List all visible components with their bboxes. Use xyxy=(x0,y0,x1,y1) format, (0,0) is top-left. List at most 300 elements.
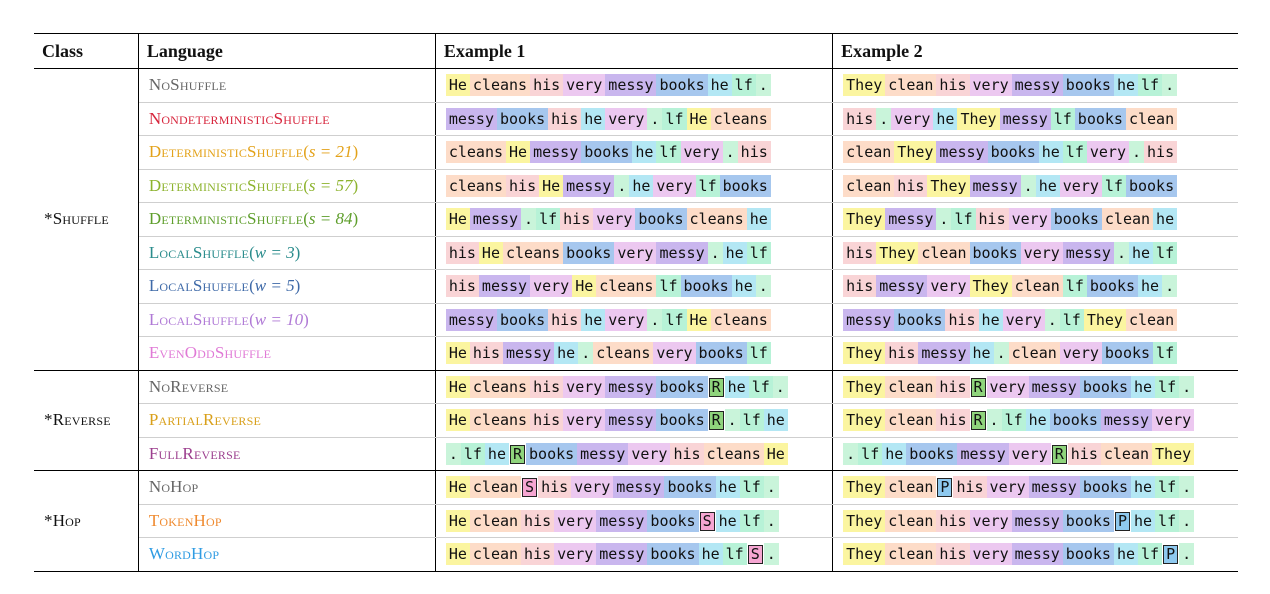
token: books xyxy=(720,175,771,197)
token: He xyxy=(446,409,470,431)
table-row xyxy=(34,504,1238,538)
table-row xyxy=(34,404,1238,438)
marker-token xyxy=(521,476,538,498)
token: messy xyxy=(1029,476,1080,498)
token: cleans xyxy=(711,309,771,331)
table-row xyxy=(34,236,1238,270)
example-2-cell xyxy=(833,136,1238,170)
language-name-deterministic-shuffle: DeterministicShuffle xyxy=(148,142,304,162)
token: messy xyxy=(970,175,1021,197)
token: he xyxy=(1036,175,1060,197)
marker-token xyxy=(509,443,526,465)
language-name-full-reverse: FullReverse xyxy=(148,443,241,463)
token: messy xyxy=(876,275,927,297)
token: messy xyxy=(1012,510,1063,532)
token: very xyxy=(970,74,1012,96)
token: . xyxy=(756,275,771,297)
paren-close: ) xyxy=(303,309,309,329)
token: lf xyxy=(747,342,771,364)
token-sequence xyxy=(843,542,1194,566)
language-parameter: s = 21 xyxy=(308,142,353,162)
example-1-cell xyxy=(435,538,832,572)
token: lf xyxy=(656,275,680,297)
marker-token-box: P xyxy=(1163,545,1178,564)
paren-close: ) xyxy=(294,242,301,262)
token: books xyxy=(497,309,548,331)
token: very xyxy=(970,510,1012,532)
token: his xyxy=(936,510,969,532)
token: . xyxy=(1162,275,1177,297)
token: . xyxy=(756,74,771,96)
token: . xyxy=(1021,175,1036,197)
token: cleans xyxy=(711,108,771,130)
token: He xyxy=(446,476,470,498)
language-cell xyxy=(138,404,435,438)
token: he xyxy=(725,376,749,398)
token: very xyxy=(628,443,670,465)
token: he xyxy=(1131,376,1155,398)
language-cell xyxy=(138,504,435,538)
language-name-local-shuffle: LocalShuffle xyxy=(148,242,250,262)
token: lf xyxy=(1051,108,1075,130)
token: he xyxy=(1131,510,1155,532)
token-sequence xyxy=(446,308,771,332)
language-parameter: s = 57 xyxy=(308,175,353,195)
example-1-cell xyxy=(435,437,832,471)
token: cleans xyxy=(470,74,530,96)
language-name-no-shuffle: NoShuffle xyxy=(148,75,227,95)
language-cell xyxy=(138,169,435,203)
token: . xyxy=(773,376,788,398)
table-row xyxy=(34,270,1238,304)
token: messy xyxy=(446,108,497,130)
token: clean xyxy=(1101,443,1152,465)
token: he xyxy=(1114,543,1138,565)
token: his xyxy=(670,443,703,465)
marker-token-box: R xyxy=(709,411,724,430)
token: he xyxy=(882,443,906,465)
marker-token xyxy=(970,409,987,431)
example-2-cell xyxy=(833,169,1238,203)
token: messy xyxy=(563,175,614,197)
token: He xyxy=(764,443,788,465)
language-name-word-hop: WordHop xyxy=(148,544,220,564)
example-2-cell xyxy=(833,437,1238,471)
token: his xyxy=(521,510,554,532)
marker-token-box: R xyxy=(971,378,986,397)
token: lf xyxy=(1063,141,1087,163)
token: They xyxy=(927,175,969,197)
token: clean xyxy=(1102,208,1153,230)
token: he xyxy=(933,108,957,130)
language-name-token-hop: TokenHop xyxy=(148,510,222,530)
token-sequence xyxy=(843,475,1194,499)
table-row xyxy=(34,337,1238,371)
token-sequence xyxy=(446,442,788,466)
example-2-cell xyxy=(833,471,1238,505)
token: his xyxy=(446,275,479,297)
token: books xyxy=(656,409,707,431)
token: he xyxy=(699,543,723,565)
table-row xyxy=(34,169,1238,203)
token: They xyxy=(843,543,885,565)
token: he xyxy=(979,309,1003,331)
token: messy xyxy=(530,141,581,163)
token: clean xyxy=(885,409,936,431)
token: very xyxy=(605,309,647,331)
token: he xyxy=(1131,476,1155,498)
token: They xyxy=(894,141,936,163)
token: clean xyxy=(885,376,936,398)
token: books xyxy=(563,242,614,264)
token: . xyxy=(876,108,891,130)
marker-token-box: S xyxy=(748,545,763,564)
token: They xyxy=(970,275,1012,297)
token: clean xyxy=(885,476,936,498)
token: very xyxy=(530,275,572,297)
token: messy xyxy=(1063,242,1114,264)
table-row xyxy=(34,136,1238,170)
token-sequence xyxy=(843,375,1194,399)
marker-token xyxy=(747,543,764,565)
token: books xyxy=(1126,175,1177,197)
token: very xyxy=(681,141,723,163)
token: . xyxy=(994,342,1009,364)
token: his xyxy=(530,409,563,431)
token: He xyxy=(479,242,503,264)
example-1-cell xyxy=(435,136,832,170)
token: lf xyxy=(1063,275,1087,297)
token: messy xyxy=(1029,376,1080,398)
token-sequence xyxy=(843,107,1177,131)
language-cell xyxy=(138,471,435,505)
marker-token xyxy=(1162,543,1179,565)
token: books xyxy=(647,543,698,565)
example-1-cell xyxy=(435,471,832,505)
token: books xyxy=(647,510,698,532)
token: very xyxy=(891,108,933,130)
class-label: *Shuffle xyxy=(44,209,109,229)
token: They xyxy=(843,342,885,364)
token: he xyxy=(970,342,994,364)
token: very xyxy=(1021,242,1063,264)
example-1-cell xyxy=(435,337,832,371)
token-sequence xyxy=(446,107,771,131)
token: his xyxy=(548,108,581,130)
token-sequence xyxy=(446,341,771,365)
token: he xyxy=(1114,74,1138,96)
token: books xyxy=(664,476,715,498)
token: . xyxy=(1179,510,1194,532)
language-cell xyxy=(138,102,435,136)
token: clean xyxy=(885,543,936,565)
token: he xyxy=(716,510,740,532)
token: They xyxy=(843,476,885,498)
token: books xyxy=(497,108,548,130)
token-sequence xyxy=(843,408,1194,432)
token-sequence xyxy=(843,442,1194,466)
token: cleans xyxy=(596,275,656,297)
token: messy xyxy=(605,376,656,398)
token: . xyxy=(1045,309,1060,331)
example-1-cell xyxy=(435,169,832,203)
token: he xyxy=(764,409,788,431)
language-cell xyxy=(138,437,435,471)
token: his xyxy=(538,476,571,498)
token-sequence xyxy=(446,140,771,164)
token: very xyxy=(927,275,969,297)
token: He xyxy=(572,275,596,297)
token-sequence xyxy=(843,509,1194,533)
token: very xyxy=(1060,342,1102,364)
token: clean xyxy=(885,74,936,96)
token: cleans xyxy=(704,443,764,465)
token: very xyxy=(563,74,605,96)
example-2-cell xyxy=(833,337,1238,371)
example-1-cell xyxy=(435,270,832,304)
example-2-cell xyxy=(833,102,1238,136)
token: messy xyxy=(479,275,530,297)
table-row xyxy=(34,203,1238,237)
example-1-cell xyxy=(435,404,832,438)
token-sequence xyxy=(843,207,1177,231)
language-parameter: s = 84 xyxy=(308,209,353,229)
token: . xyxy=(764,510,779,532)
token: lf xyxy=(1138,543,1162,565)
marker-token xyxy=(936,476,953,498)
token: clean xyxy=(843,175,894,197)
marker-token xyxy=(970,376,987,398)
token: he xyxy=(1039,141,1063,163)
token: . xyxy=(723,141,738,163)
token: . xyxy=(521,208,536,230)
token: messy xyxy=(605,74,656,96)
token: He xyxy=(446,376,470,398)
token: he xyxy=(629,175,653,197)
token-sequence xyxy=(446,509,779,533)
token: books xyxy=(1063,74,1114,96)
token: lf xyxy=(740,476,764,498)
token-sequence xyxy=(446,475,779,499)
token: lf xyxy=(740,409,764,431)
language-name-local-shuffle: LocalShuffle xyxy=(148,309,250,329)
example-2-cell xyxy=(833,236,1238,270)
token: clean xyxy=(1009,342,1060,364)
token-sequence xyxy=(446,542,779,566)
token: his xyxy=(530,376,563,398)
token: messy xyxy=(1012,543,1063,565)
token: books xyxy=(635,208,686,230)
token: books xyxy=(656,74,707,96)
token: very xyxy=(593,208,635,230)
token: lf xyxy=(1102,175,1126,197)
example-1-cell xyxy=(435,236,832,270)
token: books xyxy=(1080,376,1131,398)
token: very xyxy=(563,409,605,431)
token: books xyxy=(988,141,1039,163)
header-example-2: Example 2 xyxy=(833,34,1238,69)
token: his xyxy=(936,376,969,398)
class-cell xyxy=(34,69,138,371)
token: He xyxy=(539,175,563,197)
token: he xyxy=(747,208,771,230)
token-sequence xyxy=(446,241,771,265)
header-class: Class xyxy=(34,34,138,69)
token: very xyxy=(554,510,596,532)
token: he xyxy=(554,342,578,364)
language-name-deterministic-shuffle: DeterministicShuffle xyxy=(148,209,304,229)
token: very xyxy=(554,543,596,565)
token: . xyxy=(764,476,779,498)
token: very xyxy=(605,108,647,130)
example-2-cell xyxy=(833,203,1238,237)
marker-token-box: R xyxy=(709,378,724,397)
table-row xyxy=(34,370,1238,404)
language-name-deterministic-shuffle: DeterministicShuffle xyxy=(148,175,304,195)
token: very xyxy=(970,543,1012,565)
token: messy xyxy=(936,141,987,163)
token: lf xyxy=(1138,74,1162,96)
example-1-cell xyxy=(435,303,832,337)
token: his xyxy=(885,342,918,364)
token: very xyxy=(653,342,695,364)
token: messy xyxy=(957,443,1008,465)
token: books xyxy=(894,309,945,331)
token: messy xyxy=(1101,409,1152,431)
token-sequence xyxy=(843,274,1177,298)
token: he xyxy=(632,141,656,163)
marker-token-box: P xyxy=(1115,512,1130,531)
token: books xyxy=(656,376,707,398)
token: he xyxy=(1138,275,1162,297)
token: . xyxy=(1179,476,1194,498)
token: his xyxy=(953,476,986,498)
class-label: *Reverse xyxy=(44,410,111,430)
token: he xyxy=(708,74,732,96)
token: . xyxy=(1129,141,1144,163)
token: They xyxy=(876,242,918,264)
example-1-cell xyxy=(435,69,832,103)
language-cell xyxy=(138,538,435,572)
token: very xyxy=(614,242,656,264)
token-sequence xyxy=(843,241,1177,265)
token: his xyxy=(738,141,771,163)
token: very xyxy=(563,376,605,398)
token: his xyxy=(936,409,969,431)
token: messy xyxy=(446,309,497,331)
token: his xyxy=(936,74,969,96)
table-row xyxy=(34,69,1238,103)
token: He xyxy=(446,342,470,364)
token: he xyxy=(581,309,605,331)
token: . xyxy=(708,242,723,264)
token: books xyxy=(1075,108,1126,130)
token: He xyxy=(446,510,470,532)
token: his xyxy=(894,175,927,197)
token-sequence xyxy=(446,73,771,97)
token: messy xyxy=(613,476,664,498)
token: lf xyxy=(1153,242,1177,264)
token: lf xyxy=(696,175,720,197)
token: books xyxy=(526,443,577,465)
token: clean xyxy=(1126,108,1177,130)
token: his xyxy=(530,74,563,96)
token: clean xyxy=(843,141,894,163)
paren-close: ) xyxy=(352,142,359,162)
example-2-cell xyxy=(833,404,1238,438)
token: messy xyxy=(596,510,647,532)
token: messy xyxy=(503,342,554,364)
token: . xyxy=(843,443,858,465)
token: lf xyxy=(1002,409,1026,431)
token: very xyxy=(1060,175,1102,197)
language-cell xyxy=(138,270,435,304)
paren-close: ) xyxy=(352,209,359,229)
token: books xyxy=(906,443,957,465)
table-row xyxy=(34,471,1238,505)
class-cell xyxy=(34,471,138,572)
token: . xyxy=(987,409,1002,431)
token: his xyxy=(1144,141,1177,163)
token: clean xyxy=(1126,309,1177,331)
token: . xyxy=(647,108,662,130)
token: lf xyxy=(461,443,485,465)
token-sequence xyxy=(843,140,1177,164)
marker-token-box: R xyxy=(510,445,525,464)
token: lf xyxy=(749,376,773,398)
token: messy xyxy=(918,342,969,364)
token: They xyxy=(1084,309,1126,331)
token-sequence xyxy=(446,207,771,231)
token: his xyxy=(521,543,554,565)
token: lf xyxy=(1155,510,1179,532)
header-example-1: Example 1 xyxy=(435,34,832,69)
token: his xyxy=(945,309,978,331)
token: his xyxy=(446,242,479,264)
token: They xyxy=(843,409,885,431)
token: messy xyxy=(577,443,628,465)
token: his xyxy=(843,275,876,297)
example-1-cell xyxy=(435,370,832,404)
token: They xyxy=(1152,443,1194,465)
token: . xyxy=(936,208,951,230)
marker-token-box: P xyxy=(937,478,952,497)
language-cell xyxy=(138,69,435,103)
token: cleans xyxy=(470,376,530,398)
token: his xyxy=(1068,443,1101,465)
token: lf xyxy=(1155,376,1179,398)
token: . xyxy=(578,342,593,364)
token: clean xyxy=(470,510,521,532)
token: books xyxy=(970,242,1021,264)
language-name-even-odd-shuffle: EvenOddShuffle xyxy=(148,343,272,363)
results-table xyxy=(34,33,1238,572)
token: messy xyxy=(470,208,521,230)
token: lf xyxy=(747,242,771,264)
example-2-cell xyxy=(833,303,1238,337)
paren-open: ( xyxy=(303,142,309,162)
token: . xyxy=(764,543,779,565)
token: very xyxy=(1003,309,1045,331)
token: cleans xyxy=(446,175,506,197)
token: lf xyxy=(723,543,747,565)
marker-token-box: R xyxy=(971,411,986,430)
token-sequence xyxy=(843,174,1177,198)
token: lf xyxy=(656,141,680,163)
token: lf xyxy=(740,510,764,532)
example-2-cell xyxy=(833,370,1238,404)
token: He xyxy=(446,208,470,230)
